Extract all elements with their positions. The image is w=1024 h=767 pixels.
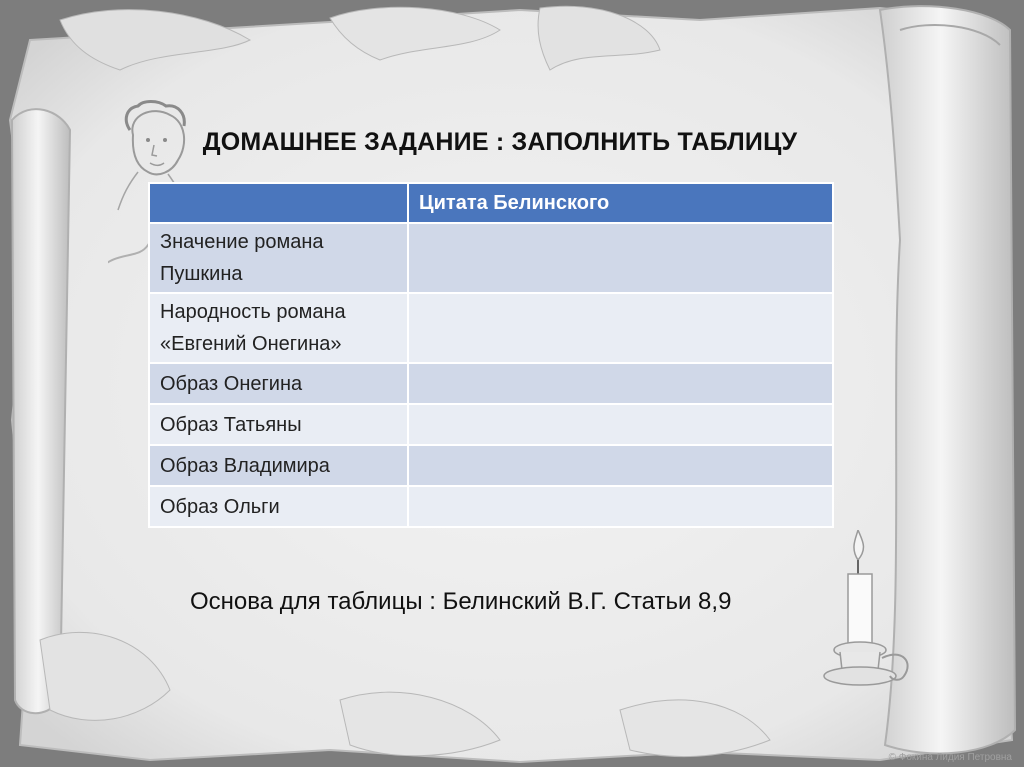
row-label: Образ Татьяны <box>149 404 408 445</box>
table-row <box>149 363 833 404</box>
table-header-row <box>149 183 833 223</box>
row-quote-cell <box>408 486 833 527</box>
row-label: Народность романа «Евгений Онегина» <box>149 293 408 363</box>
table-row <box>149 223 833 293</box>
table-row <box>149 445 833 486</box>
table-header-quote: Цитата Белинского <box>408 183 833 223</box>
row-quote-cell <box>408 293 833 363</box>
table-row <box>149 293 833 363</box>
candle-icon <box>820 530 920 690</box>
table-row <box>149 486 833 527</box>
row-label: Значение романа Пушкина <box>149 223 408 293</box>
row-label: Образ Ольги <box>149 486 408 527</box>
row-label: Образ Владимира <box>149 445 408 486</box>
table-row <box>149 404 833 445</box>
copyright-text: © Фокина Лидия Петровна <box>888 752 1012 763</box>
homework-table <box>148 182 834 528</box>
row-quote-cell <box>408 363 833 404</box>
row-label: Образ Онегина <box>149 363 408 404</box>
source-note: Основа для таблицы : Белинский В.Г. Статьи 8,9 <box>190 588 732 615</box>
table-header-empty <box>149 183 408 223</box>
row-quote-cell <box>408 404 833 445</box>
page-title: ДОМАШНЕЕ ЗАДАНИЕ : ЗАПОЛНИТЬ ТАБЛИЦУ <box>202 128 798 156</box>
row-quote-cell <box>408 445 833 486</box>
row-quote-cell <box>408 223 833 293</box>
